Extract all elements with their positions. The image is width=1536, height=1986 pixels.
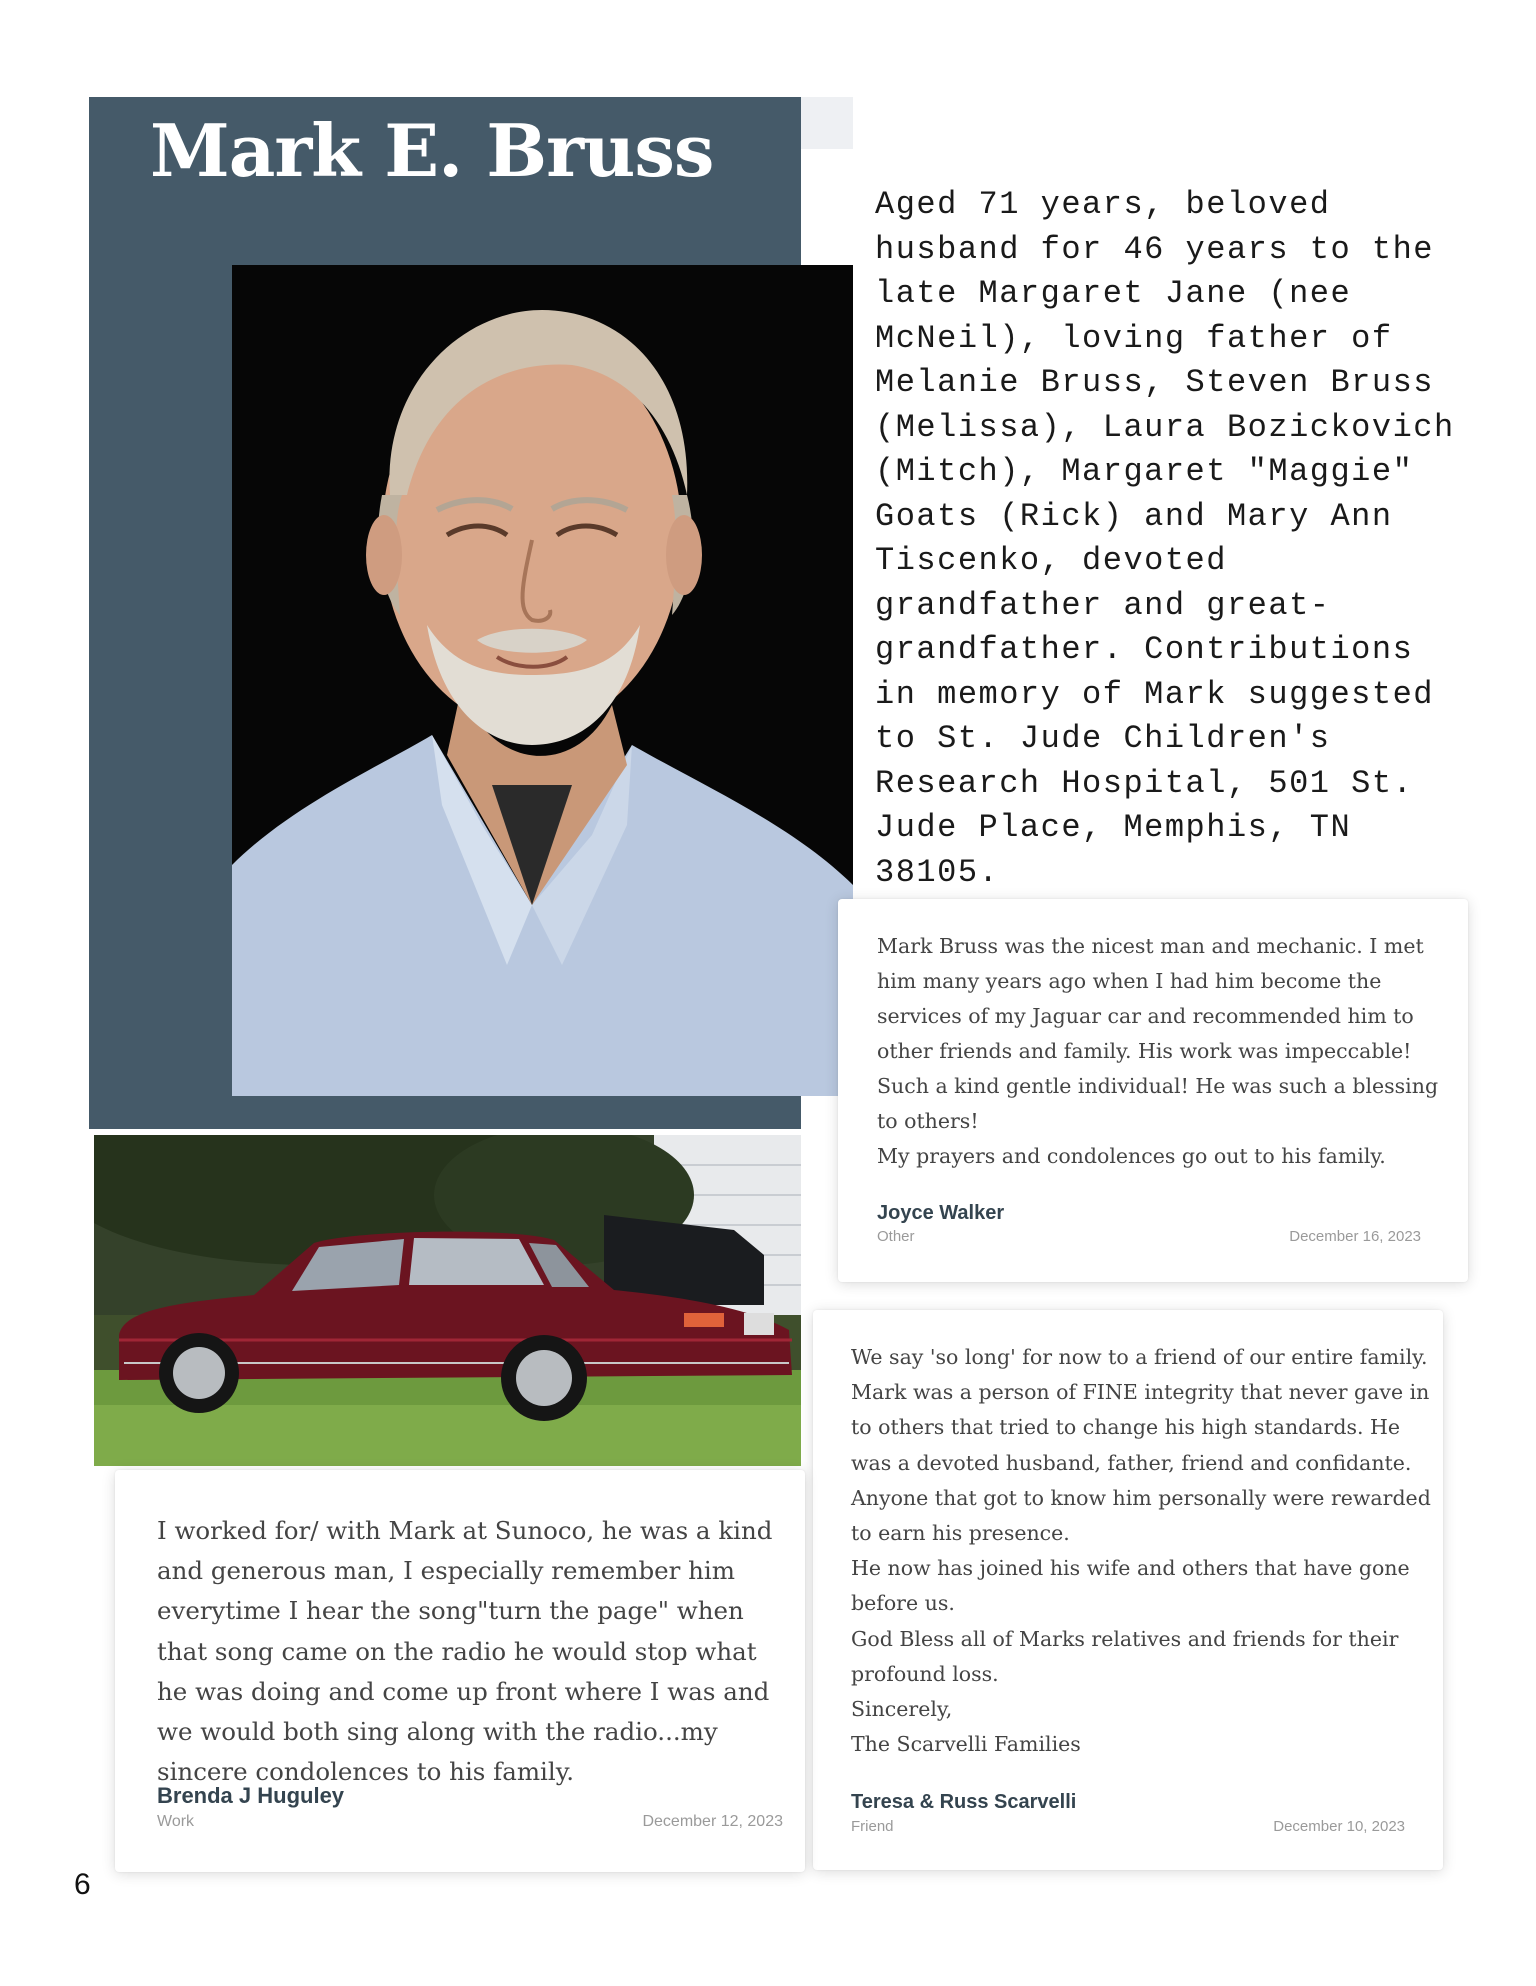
condolence-author: Brenda J Huguley (157, 1783, 345, 1808)
condolence-author: Teresa & Russ Scarvelli (851, 1791, 1077, 1813)
header-accent-strip (801, 97, 853, 149)
condolence-author: Joyce Walker (877, 1202, 1005, 1224)
condolence-text: Mark Bruss was the nicest man and mechanic. I met him many years ago when I had him become the services of my Jaguar car and recommended him to other friends and family. His work was impeccable! Such a kind gentle individual! He was such a blessing to others! My prayers and condolences go out to his family. (877, 934, 1439, 1168)
condolence-text: I worked for/ with Mark at Sunoco, he was a kind and generous man, I especially remember him everytime I hear the song"turn the page" when that song came on the radio he would stop what he was doing and come up front where I was and we would both sing along with the radio...my sincere condolences to his family. (157, 1516, 773, 1787)
condolence-card (115, 1470, 805, 1872)
obituary-text: Aged 71 years, beloved husband for 46 years to the late Margaret Jane (nee McNeil), loving father of Melanie Bruss, Steven Bruss (Melissa), Laura Bozickovich (Mitch), Margaret "Maggie" Goats (Rick) and Mary Ann Tiscenko, devoted grandfather and great-grandfather. Contributions in memory of Mark suggested to St. Jude Children's Research Hospital, 501 St. Jude Place, Memphis, TN 38105. (875, 186, 1455, 891)
condolence-relationship: Friend (851, 1818, 894, 1835)
condolence-relationship: Work (157, 1813, 195, 1830)
condolence-date: December 10, 2023 (1273, 1818, 1405, 1835)
condolence-card (813, 1310, 1443, 1870)
page-title: Mark E. Bruss (150, 108, 714, 193)
condolence-card (838, 899, 1468, 1282)
condolence-date: December 16, 2023 (1289, 1228, 1421, 1245)
condolence-relationship: Other (877, 1228, 915, 1245)
car-photo (94, 1135, 801, 1466)
condolence-date: December 12, 2023 (642, 1813, 783, 1830)
page-number: 6 (74, 1868, 91, 1901)
portrait-photo (232, 265, 853, 1096)
condolence-text: We say 'so long' for now to a friend of our entire family. Mark was a person of FINE integrity that never gave in to others that tried to change his high standards. He was a devoted husband, father, friend and confidante. Anyone that got to know him personally were rewarded to earn his presence. He now has joined his wife and others that have gone before us. God Bless all of Marks relatives and friends for their profound loss. Sincerely, The Scarvelli Families (851, 1345, 1431, 1757)
